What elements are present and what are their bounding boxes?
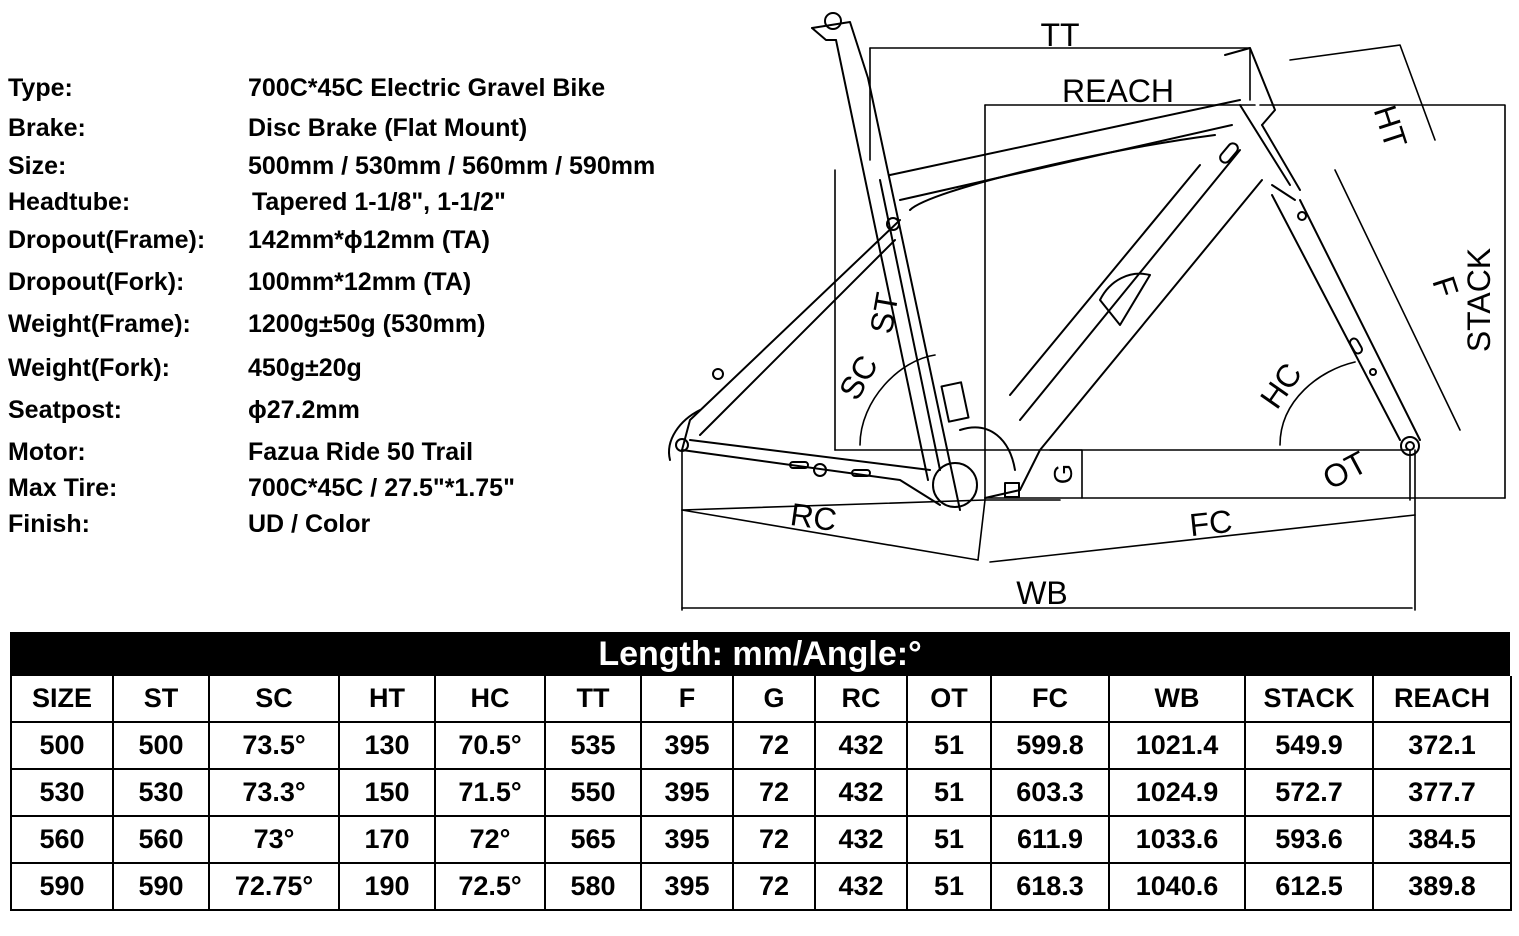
spec-label: Dropout(Fork): bbox=[8, 268, 185, 296]
table-cell: 432 bbox=[815, 769, 907, 816]
column-header: G bbox=[733, 676, 815, 722]
table-cell: 73.5° bbox=[209, 722, 339, 769]
table-cell: 550 bbox=[545, 769, 641, 816]
table-cell: 51 bbox=[907, 722, 991, 769]
spec-label: Weight(Fork): bbox=[8, 354, 171, 382]
table-cell: 70.5° bbox=[435, 722, 545, 769]
label-g: G bbox=[1048, 463, 1078, 485]
geometry-table-section bbox=[10, 632, 1510, 922]
table-cell: 549.9 bbox=[1245, 722, 1373, 769]
table-cell: 612.5 bbox=[1245, 863, 1373, 910]
spec-value: 100mm*12mm (TA) bbox=[248, 268, 472, 296]
column-header: REACH bbox=[1373, 676, 1511, 722]
table-cell: 389.8 bbox=[1373, 863, 1511, 910]
spec-label: Brake: bbox=[8, 114, 86, 142]
column-header: RC bbox=[815, 676, 907, 722]
spec-value: 450g±20g bbox=[248, 354, 362, 382]
column-header: FC bbox=[991, 676, 1109, 722]
spec-value: 1200g±50g (530mm) bbox=[248, 310, 486, 338]
table-cell: 611.9 bbox=[991, 816, 1109, 863]
spec-label: Size: bbox=[8, 152, 67, 180]
table-row bbox=[11, 863, 1511, 910]
table-cell: 593.6 bbox=[1245, 816, 1373, 863]
spec-value: Tapered 1-1/8", 1-1/2" bbox=[252, 188, 506, 216]
spec-label: Dropout(Frame): bbox=[8, 226, 206, 254]
spec-value: Disc Brake (Flat Mount) bbox=[248, 114, 528, 142]
table-cell: 572.7 bbox=[1245, 769, 1373, 816]
table-cell: 384.5 bbox=[1373, 816, 1511, 863]
table-row bbox=[11, 769, 1511, 816]
table-cell: 1021.4 bbox=[1109, 722, 1245, 769]
table-cell: 560 bbox=[113, 816, 209, 863]
spec-label: Headtube: bbox=[8, 188, 131, 216]
column-header: TT bbox=[545, 676, 641, 722]
table-row bbox=[11, 816, 1511, 863]
table-cell: 530 bbox=[11, 769, 113, 816]
table-cell: 72 bbox=[733, 769, 815, 816]
table-cell: 500 bbox=[11, 722, 113, 769]
label-rc: RC bbox=[788, 496, 839, 539]
table-cell: 73.3° bbox=[209, 769, 339, 816]
column-header: HC bbox=[435, 676, 545, 722]
spec-label: Type: bbox=[8, 74, 73, 102]
table-cell: 150 bbox=[339, 769, 435, 816]
table-cell: 72.5° bbox=[435, 863, 545, 910]
table-cell: 72 bbox=[733, 816, 815, 863]
label-hc: HC bbox=[1252, 356, 1309, 415]
table-cell: 372.1 bbox=[1373, 722, 1511, 769]
column-header: SC bbox=[209, 676, 339, 722]
column-header: ST bbox=[113, 676, 209, 722]
table-cell: 51 bbox=[907, 769, 991, 816]
column-header: SIZE bbox=[11, 676, 113, 722]
table-cell: 72.75° bbox=[209, 863, 339, 910]
table-cell: 73° bbox=[209, 816, 339, 863]
table-title: Length: mm/Angle:° bbox=[10, 632, 1510, 676]
table-cell: 1040.6 bbox=[1109, 863, 1245, 910]
spec-value: UD / Color bbox=[248, 510, 371, 538]
label-tt: TT bbox=[1040, 17, 1080, 53]
table-cell: 71.5° bbox=[435, 769, 545, 816]
seat-stay bbox=[669, 218, 900, 460]
table-cell: 51 bbox=[907, 863, 991, 910]
column-header: STACK bbox=[1245, 676, 1373, 722]
spec-value: ϕ27.2mm bbox=[248, 396, 360, 424]
spec-label: Max Tire: bbox=[8, 474, 118, 502]
label-f: F bbox=[1425, 271, 1466, 302]
table-cell: 1033.6 bbox=[1109, 816, 1245, 863]
table-row bbox=[11, 722, 1511, 769]
table-cell: 1024.9 bbox=[1109, 769, 1245, 816]
column-header: OT bbox=[907, 676, 991, 722]
table-cell: 535 bbox=[545, 722, 641, 769]
table-cell: 395 bbox=[641, 722, 733, 769]
frame-geometry-diagram bbox=[640, 0, 1519, 620]
label-ht: HT bbox=[1366, 100, 1415, 153]
table-cell: 590 bbox=[113, 863, 209, 910]
table-cell: 432 bbox=[815, 816, 907, 863]
geometry-table bbox=[10, 676, 1512, 911]
table-cell: 130 bbox=[339, 722, 435, 769]
table-cell: 500 bbox=[113, 722, 209, 769]
top-tube bbox=[890, 100, 1240, 210]
label-reach: REACH bbox=[1061, 73, 1175, 109]
column-header: HT bbox=[339, 676, 435, 722]
table-cell: 618.3 bbox=[991, 863, 1109, 910]
table-header-row bbox=[11, 676, 1511, 722]
spec-label: Seatpost: bbox=[8, 396, 122, 424]
table-cell: 51 bbox=[907, 816, 991, 863]
table-cell: 530 bbox=[113, 769, 209, 816]
table-cell: 432 bbox=[815, 863, 907, 910]
table-cell: 72 bbox=[733, 722, 815, 769]
table-cell: 190 bbox=[339, 863, 435, 910]
label-fc: FC bbox=[1187, 502, 1234, 544]
table-cell: 603.3 bbox=[991, 769, 1109, 816]
spec-value: 500mm / 530mm / 560mm / 590mm bbox=[248, 152, 656, 180]
table-cell: 565 bbox=[545, 816, 641, 863]
label-sc: SC bbox=[831, 349, 886, 406]
table-cell: 395 bbox=[641, 769, 733, 816]
chain-stay bbox=[676, 439, 940, 505]
spec-label: Finish: bbox=[8, 510, 90, 538]
table-cell: 580 bbox=[545, 863, 641, 910]
table-cell: 599.8 bbox=[991, 722, 1109, 769]
table-cell: 560 bbox=[11, 816, 113, 863]
label-wb: WB bbox=[1016, 575, 1068, 611]
spec-value: 142mm*ϕ12mm (TA) bbox=[248, 226, 490, 254]
spec-value: 700C*45C / 27.5"*1.75" bbox=[248, 474, 515, 502]
head-tube bbox=[1225, 48, 1300, 200]
table-cell: 395 bbox=[641, 816, 733, 863]
spec-value: 700C*45C Electric Gravel Bike bbox=[248, 74, 606, 102]
spec-value: Fazua Ride 50 Trail bbox=[248, 438, 474, 466]
down-tube bbox=[985, 150, 1262, 498]
label-st: ST bbox=[862, 289, 906, 337]
spec-label: Motor: bbox=[8, 438, 86, 466]
column-header: F bbox=[641, 676, 733, 722]
label-ot: OT bbox=[1316, 443, 1373, 497]
column-header: WB bbox=[1109, 676, 1245, 722]
table-cell: 377.7 bbox=[1373, 769, 1511, 816]
table-cell: 432 bbox=[815, 722, 907, 769]
table-cell: 72 bbox=[733, 863, 815, 910]
label-stack: STACK bbox=[1461, 247, 1497, 353]
spec-label: Weight(Frame): bbox=[8, 310, 191, 338]
table-cell: 72° bbox=[435, 816, 545, 863]
table-cell: 590 bbox=[11, 863, 113, 910]
table-cell: 170 bbox=[339, 816, 435, 863]
fork bbox=[1272, 195, 1420, 455]
table-cell: 395 bbox=[641, 863, 733, 910]
